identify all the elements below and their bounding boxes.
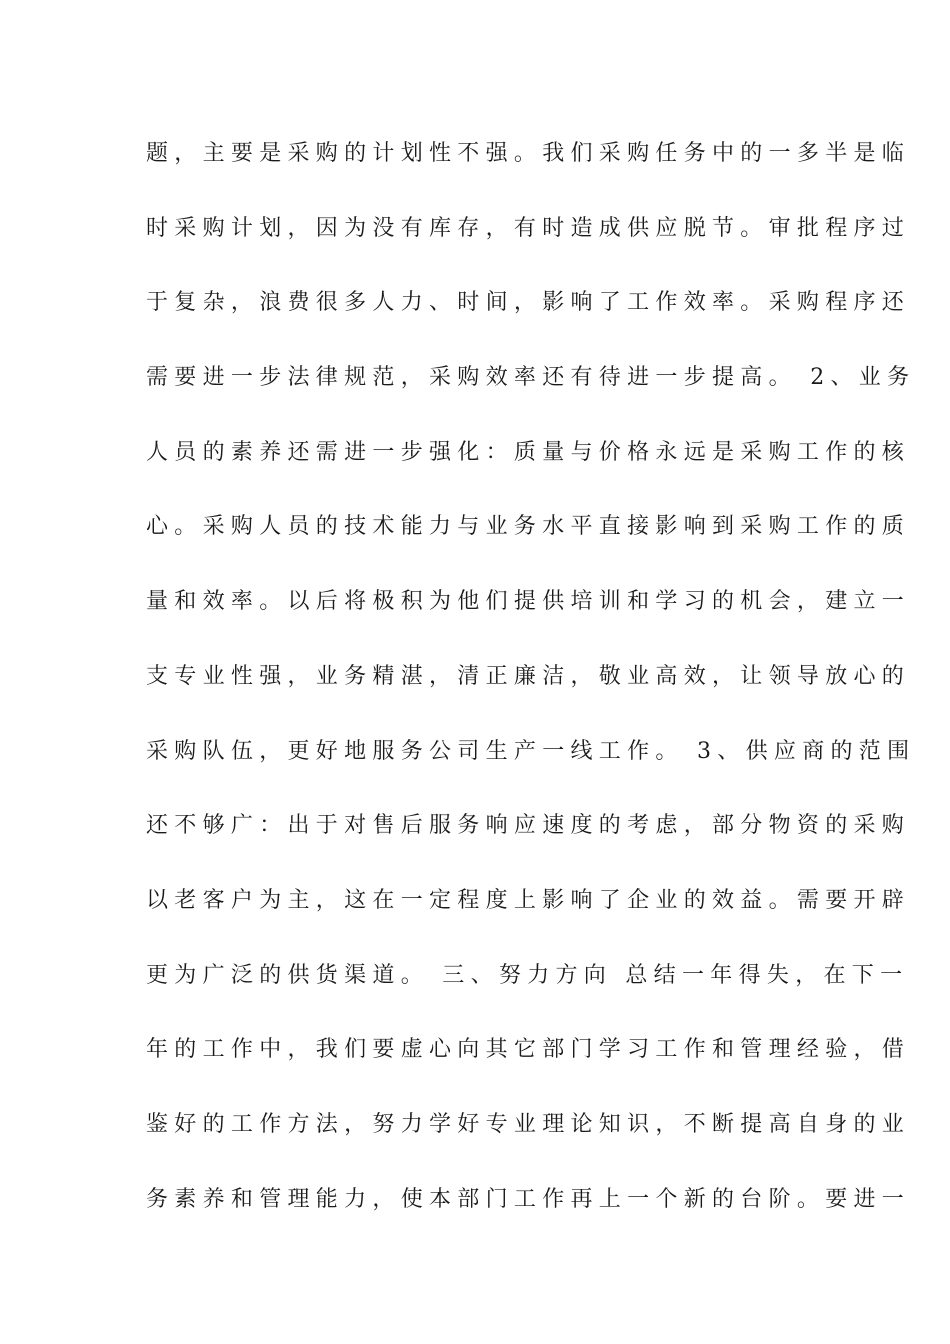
text-line: 还不够广：出于对售后服务响应速度的考虑，部分物资的采购 xyxy=(146,813,911,839)
text-line: 以老客户为主，这在一定程度上影响了企业的效益。需要开辟 xyxy=(146,887,911,913)
text-line: 年的工作中，我们要虚心向其它部门学习工作和管理经验，借 xyxy=(146,1037,911,1063)
text-line: 支专业性强，业务精湛，清正廉洁，敬业高效，让领导放心的 xyxy=(146,663,911,689)
text-line: 心。采购人员的技术能力与业务水平直接影响到采购工作的质 xyxy=(146,514,911,540)
text-line: 需要进一步法律规范，采购效率还有待进一步提高。 2、业务 xyxy=(146,365,916,391)
document-body xyxy=(146,131,916,1251)
text-line: 采购队伍，更好地服务公司生产一线工作。 3、供应商的范围 xyxy=(146,738,916,764)
text-line: 题，主要是采购的计划性不强。我们采购任务中的一多半是临 xyxy=(146,141,911,166)
text-line: 更为广泛的供货渠道。 三、努力方向 总结一年得失，在下一 xyxy=(146,962,909,988)
text-line: 时采购计划，因为没有库存，有时造成供应脱节。审批程序过 xyxy=(146,215,911,241)
text-line: 于复杂，浪费很多人力、时间，影响了工作效率。采购程序还 xyxy=(146,290,911,316)
text-line: 人员的素养还需进一步强化：质量与价格永远是采购工作的核 xyxy=(146,439,911,465)
text-line: 量和效率。以后将极积为他们提供培训和学习的机会，建立一 xyxy=(146,589,911,615)
text-line: 务素养和管理能力，使本部门工作再上一个新的台阶。要进一 xyxy=(146,1186,911,1212)
text-line: 鉴好的工作方法，努力学好专业理论知识，不断提高自身的业 xyxy=(146,1111,911,1137)
